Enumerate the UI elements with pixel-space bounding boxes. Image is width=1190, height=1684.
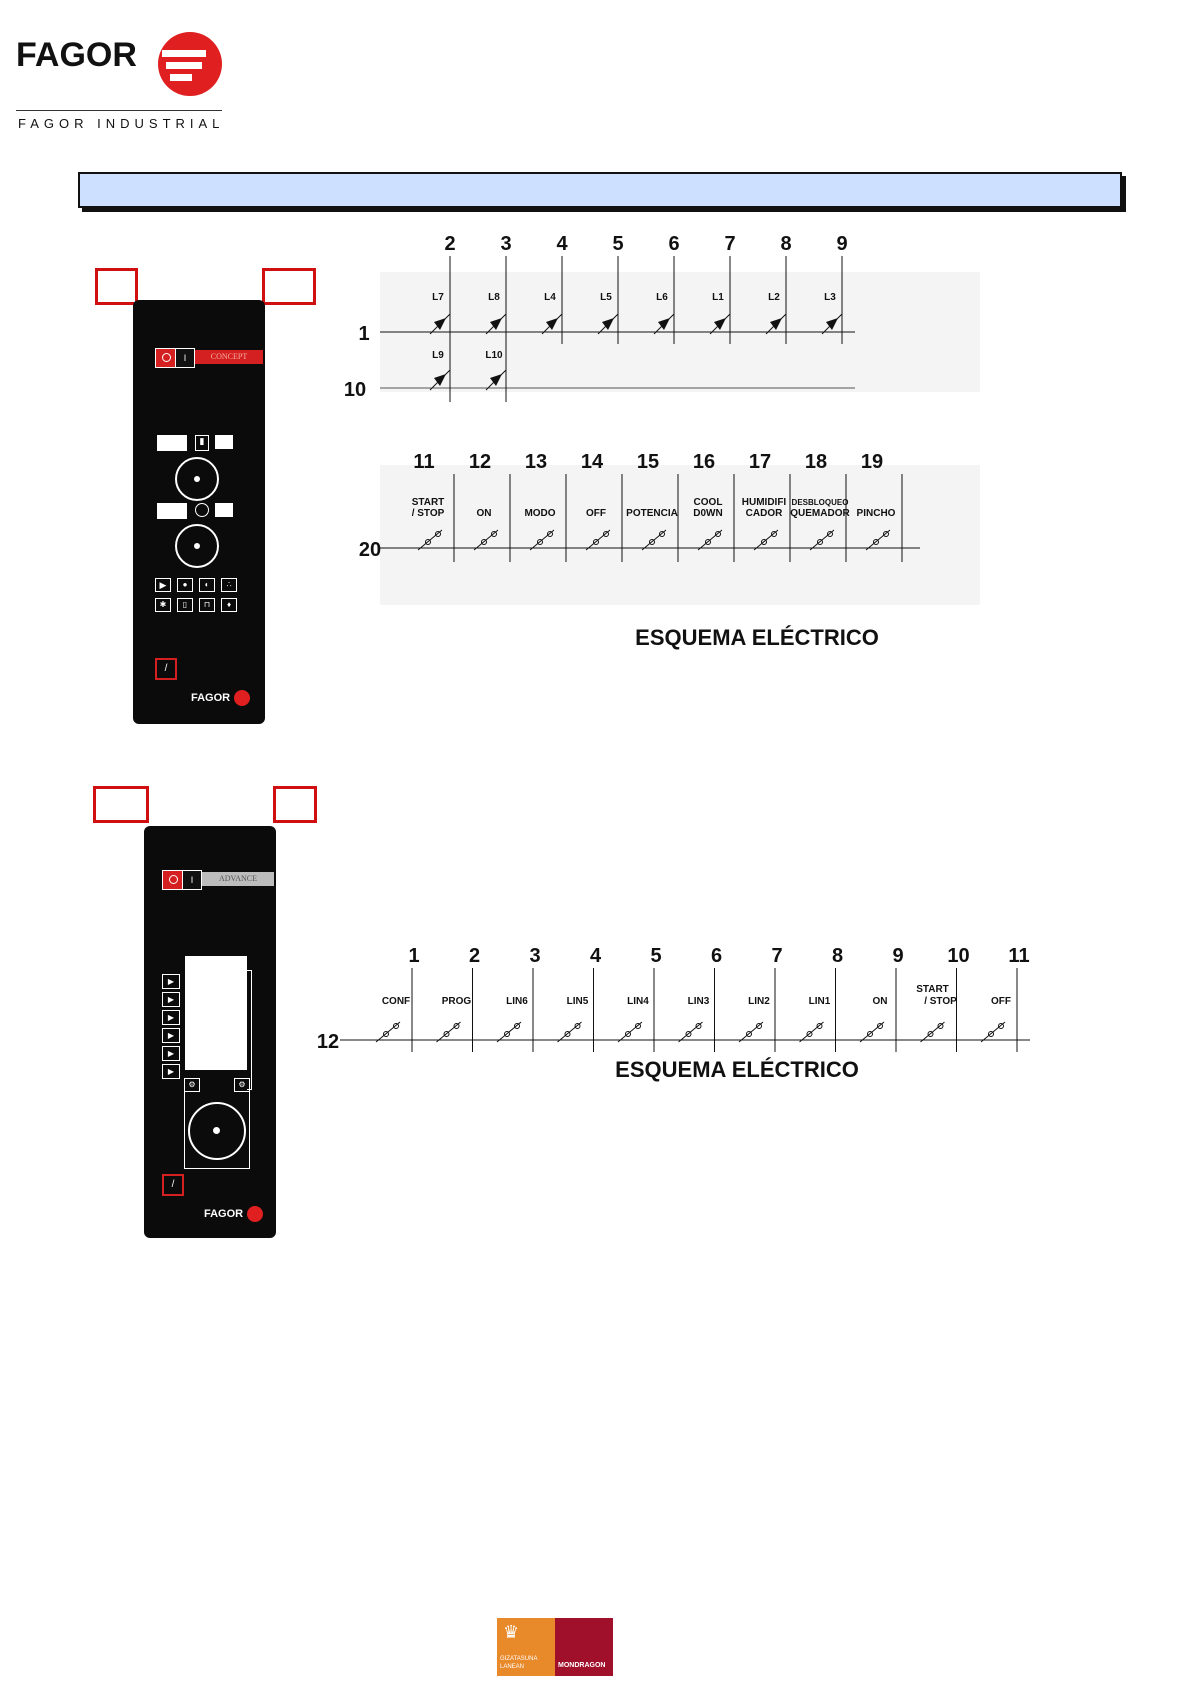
- fagor-logo: [16, 30, 226, 130]
- column-number: 12: [468, 451, 492, 473]
- mondragon-text: MONDRAGON: [558, 1662, 606, 1669]
- column-number: 1: [408, 945, 420, 967]
- panel-logo: [191, 690, 250, 706]
- switch-label: LIN5: [566, 996, 589, 1007]
- program-2-button[interactable]: ▶: [162, 992, 180, 1007]
- switch-symbol: [376, 1022, 400, 1042]
- switch-label: / STOP: [924, 996, 957, 1007]
- switch-label: ON: [476, 508, 492, 519]
- config-button[interactable]: ⚙: [184, 1078, 200, 1092]
- led-label: L7: [432, 292, 444, 303]
- door-icon[interactable]: ▯: [177, 598, 193, 612]
- fagor-emblem-icon: [156, 30, 224, 98]
- column-number: 9: [892, 945, 904, 967]
- column-number: 17: [748, 451, 772, 473]
- logo-wordmark: FAGOR: [16, 36, 137, 74]
- marker-box-4: [273, 786, 317, 823]
- brand-strip: [202, 872, 274, 886]
- fan-icon[interactable]: ✱: [155, 598, 171, 612]
- column-number: 16: [692, 451, 716, 473]
- section-banner: [78, 172, 1122, 208]
- switch-symbol: [558, 1022, 582, 1042]
- led-label: L9: [432, 350, 444, 361]
- control-panel-concept: [133, 300, 265, 724]
- switch-label: LIN6: [506, 996, 528, 1007]
- column-number: 10: [947, 945, 970, 967]
- logo-divider: [16, 110, 222, 111]
- switch-label: CONF: [381, 996, 411, 1007]
- switch-label: POTENCIA: [626, 508, 678, 519]
- switch-lever: [437, 1022, 461, 1042]
- selector-knob[interactable]: [188, 1102, 246, 1160]
- switch-lever: [618, 1022, 642, 1042]
- temperature-knob[interactable]: [175, 457, 219, 501]
- prog-button[interactable]: ⚙: [234, 1078, 250, 1092]
- fagor-mini-emblem-icon: [234, 690, 250, 706]
- panel-logo: [204, 1206, 263, 1222]
- switch-lever: [981, 1022, 1005, 1042]
- led-label: L6: [656, 292, 668, 303]
- switch-label: DESBLOQUEO: [791, 498, 849, 507]
- column-number: 6: [668, 233, 680, 255]
- gizatasuna-logo: [497, 1618, 555, 1676]
- knob-center: [194, 476, 200, 482]
- program-4-button[interactable]: ▶: [162, 1028, 180, 1043]
- column-number: 3: [529, 945, 541, 967]
- column-number: 4: [589, 945, 602, 967]
- power-on-key[interactable]: I: [175, 348, 195, 368]
- program-5-button[interactable]: ▶: [162, 1046, 180, 1061]
- program-1-button[interactable]: ▶: [162, 974, 180, 989]
- switch-label: START: [916, 984, 949, 995]
- footer-logos: [497, 1618, 613, 1676]
- column-number: 3: [500, 233, 512, 255]
- power-off-icon: [169, 875, 178, 884]
- mode-buttons-row-2: [155, 598, 245, 612]
- row-label: 12: [316, 1031, 340, 1053]
- temp-setpoint-display: [215, 435, 233, 449]
- switch-symbol: [921, 1022, 945, 1042]
- knob-center: [213, 1127, 220, 1134]
- column-number: 5: [650, 945, 662, 967]
- column-number: 19: [860, 451, 884, 473]
- switch-label: CADOR: [745, 508, 783, 519]
- mondragon-logo: [555, 1618, 613, 1676]
- crown-icon: ♛: [503, 1622, 520, 1642]
- switch-lever: [921, 1022, 945, 1042]
- switch-lever: [860, 1022, 884, 1042]
- power-off-icon: [162, 353, 171, 362]
- switch-lever: [376, 1022, 400, 1042]
- program-3-button[interactable]: ▶: [162, 1010, 180, 1025]
- brand-label: CONCEPT: [210, 352, 248, 361]
- program-selector-buttons: [162, 974, 180, 1090]
- timer-knob[interactable]: [175, 524, 219, 568]
- switch-label: LIN3: [687, 996, 710, 1007]
- switch-label: COOL: [693, 497, 723, 508]
- diagram-caption: ESQUEMA ELÉCTRICO: [615, 1057, 859, 1082]
- water-drop-icon[interactable]: ♦: [221, 598, 237, 612]
- column-number: 9: [836, 233, 848, 255]
- led-label: L10: [485, 350, 503, 361]
- brand-strip: [195, 350, 263, 364]
- switch-symbol: [679, 1022, 703, 1042]
- led-label: L1: [712, 292, 724, 303]
- switch-lever: [558, 1022, 582, 1042]
- column-number: 7: [724, 233, 736, 255]
- main-display: [185, 956, 247, 1070]
- switch-label: LIN4: [627, 996, 649, 1007]
- time-setpoint-display: [215, 503, 233, 517]
- switch-label: / STOP: [411, 508, 445, 519]
- warning-icon: /: [162, 1174, 184, 1196]
- column-number: 8: [780, 233, 792, 255]
- led-label: L5: [600, 292, 612, 303]
- switch-symbol: [437, 1022, 461, 1042]
- led-label: L2: [768, 292, 780, 303]
- warning-icon: /: [155, 658, 177, 680]
- switch-label: LIN2: [748, 996, 770, 1007]
- thermometer-icon: ▮: [195, 435, 209, 451]
- row-label: 20: [358, 539, 382, 561]
- led-label: L4: [544, 292, 556, 303]
- lanean-text: LANEAN: [500, 1664, 525, 1670]
- column-number: 2: [468, 945, 481, 967]
- temp-display: [157, 435, 187, 451]
- row-label: 10: [343, 379, 367, 401]
- switch-lever: [739, 1022, 763, 1042]
- switch-lever: [800, 1022, 824, 1042]
- power-switch[interactable]: [162, 870, 184, 890]
- switch-symbol: [739, 1022, 763, 1042]
- power-switch[interactable]: [155, 348, 177, 368]
- combi-icon[interactable]: ◐: [199, 578, 215, 592]
- time-display: [157, 503, 187, 519]
- oven-icon[interactable]: ⊓: [199, 598, 215, 612]
- display-bracket: [247, 970, 252, 1090]
- led-label: L8: [488, 292, 500, 303]
- switch-symbol: [800, 1022, 824, 1042]
- switch-lever: [497, 1022, 521, 1042]
- switch-symbol: [860, 1022, 884, 1042]
- column-number: 13: [524, 451, 548, 473]
- knob-center: [194, 543, 200, 549]
- fagor-mini-emblem-icon: [247, 1206, 263, 1222]
- column-number: 8: [831, 945, 844, 967]
- clock-icon: [195, 503, 209, 517]
- switch-label: LIN1: [808, 996, 831, 1007]
- column-number: 2: [444, 233, 456, 255]
- column-number: 11: [1008, 945, 1030, 967]
- column-number: 15: [636, 451, 660, 473]
- program-6-button[interactable]: ▶: [162, 1064, 180, 1079]
- switch-symbol: [618, 1022, 642, 1042]
- column-number: 18: [804, 451, 828, 473]
- switch-label: ON: [872, 996, 888, 1007]
- switch-symbol: [981, 1022, 1005, 1042]
- column-number: 11: [413, 451, 435, 473]
- column-number: 6: [710, 945, 723, 967]
- brand-label: ADVANCE: [218, 874, 258, 883]
- panel-logo-text: FAGOR: [204, 1208, 244, 1220]
- steam-icon[interactable]: ∴: [221, 578, 237, 592]
- marker-box-1: [95, 268, 138, 305]
- start-icon[interactable]: ▶: [155, 578, 171, 592]
- column-number: 4: [556, 233, 568, 255]
- switch-lever: [679, 1022, 703, 1042]
- control-panel-advance: [144, 826, 276, 1238]
- gizatasuna-text: GIZATASUNA: [500, 1656, 538, 1662]
- diagram-background: [380, 465, 980, 605]
- diagram-caption: ESQUEMA ELÉCTRICO: [635, 625, 879, 650]
- switch-label: PINCHO: [856, 508, 896, 519]
- switch-label: D0WN: [693, 508, 723, 519]
- marker-box-3: [93, 786, 149, 823]
- led-label: L3: [824, 292, 836, 303]
- marker-box-2: [262, 268, 316, 305]
- convection-icon[interactable]: ●: [177, 578, 193, 592]
- row-label: 1: [358, 323, 370, 345]
- switch-label: PROG: [441, 996, 472, 1007]
- panel-logo-text: FAGOR: [191, 692, 231, 704]
- switch-label: QUEMADOR: [790, 508, 850, 519]
- switch-label: START: [411, 497, 445, 508]
- switch-row: [317, 945, 1030, 1053]
- switch-label: MODO: [524, 508, 556, 519]
- switch-label: HUMIDIFI: [741, 497, 787, 508]
- wiring-diagram-advance: [316, 880, 1130, 1090]
- wiring-diagram-concept: [343, 233, 990, 660]
- switch-symbol: [497, 1022, 521, 1042]
- switch-label: OFF: [586, 508, 606, 519]
- column-number: 14: [580, 451, 604, 473]
- mode-buttons-row-1: [155, 578, 245, 592]
- logo-subtitle: FAGOR INDUSTRIAL: [18, 116, 225, 131]
- column-number: 5: [612, 233, 624, 255]
- switch-label: OFF: [991, 996, 1011, 1007]
- column-number: 7: [771, 945, 783, 967]
- power-on-key[interactable]: I: [182, 870, 202, 890]
